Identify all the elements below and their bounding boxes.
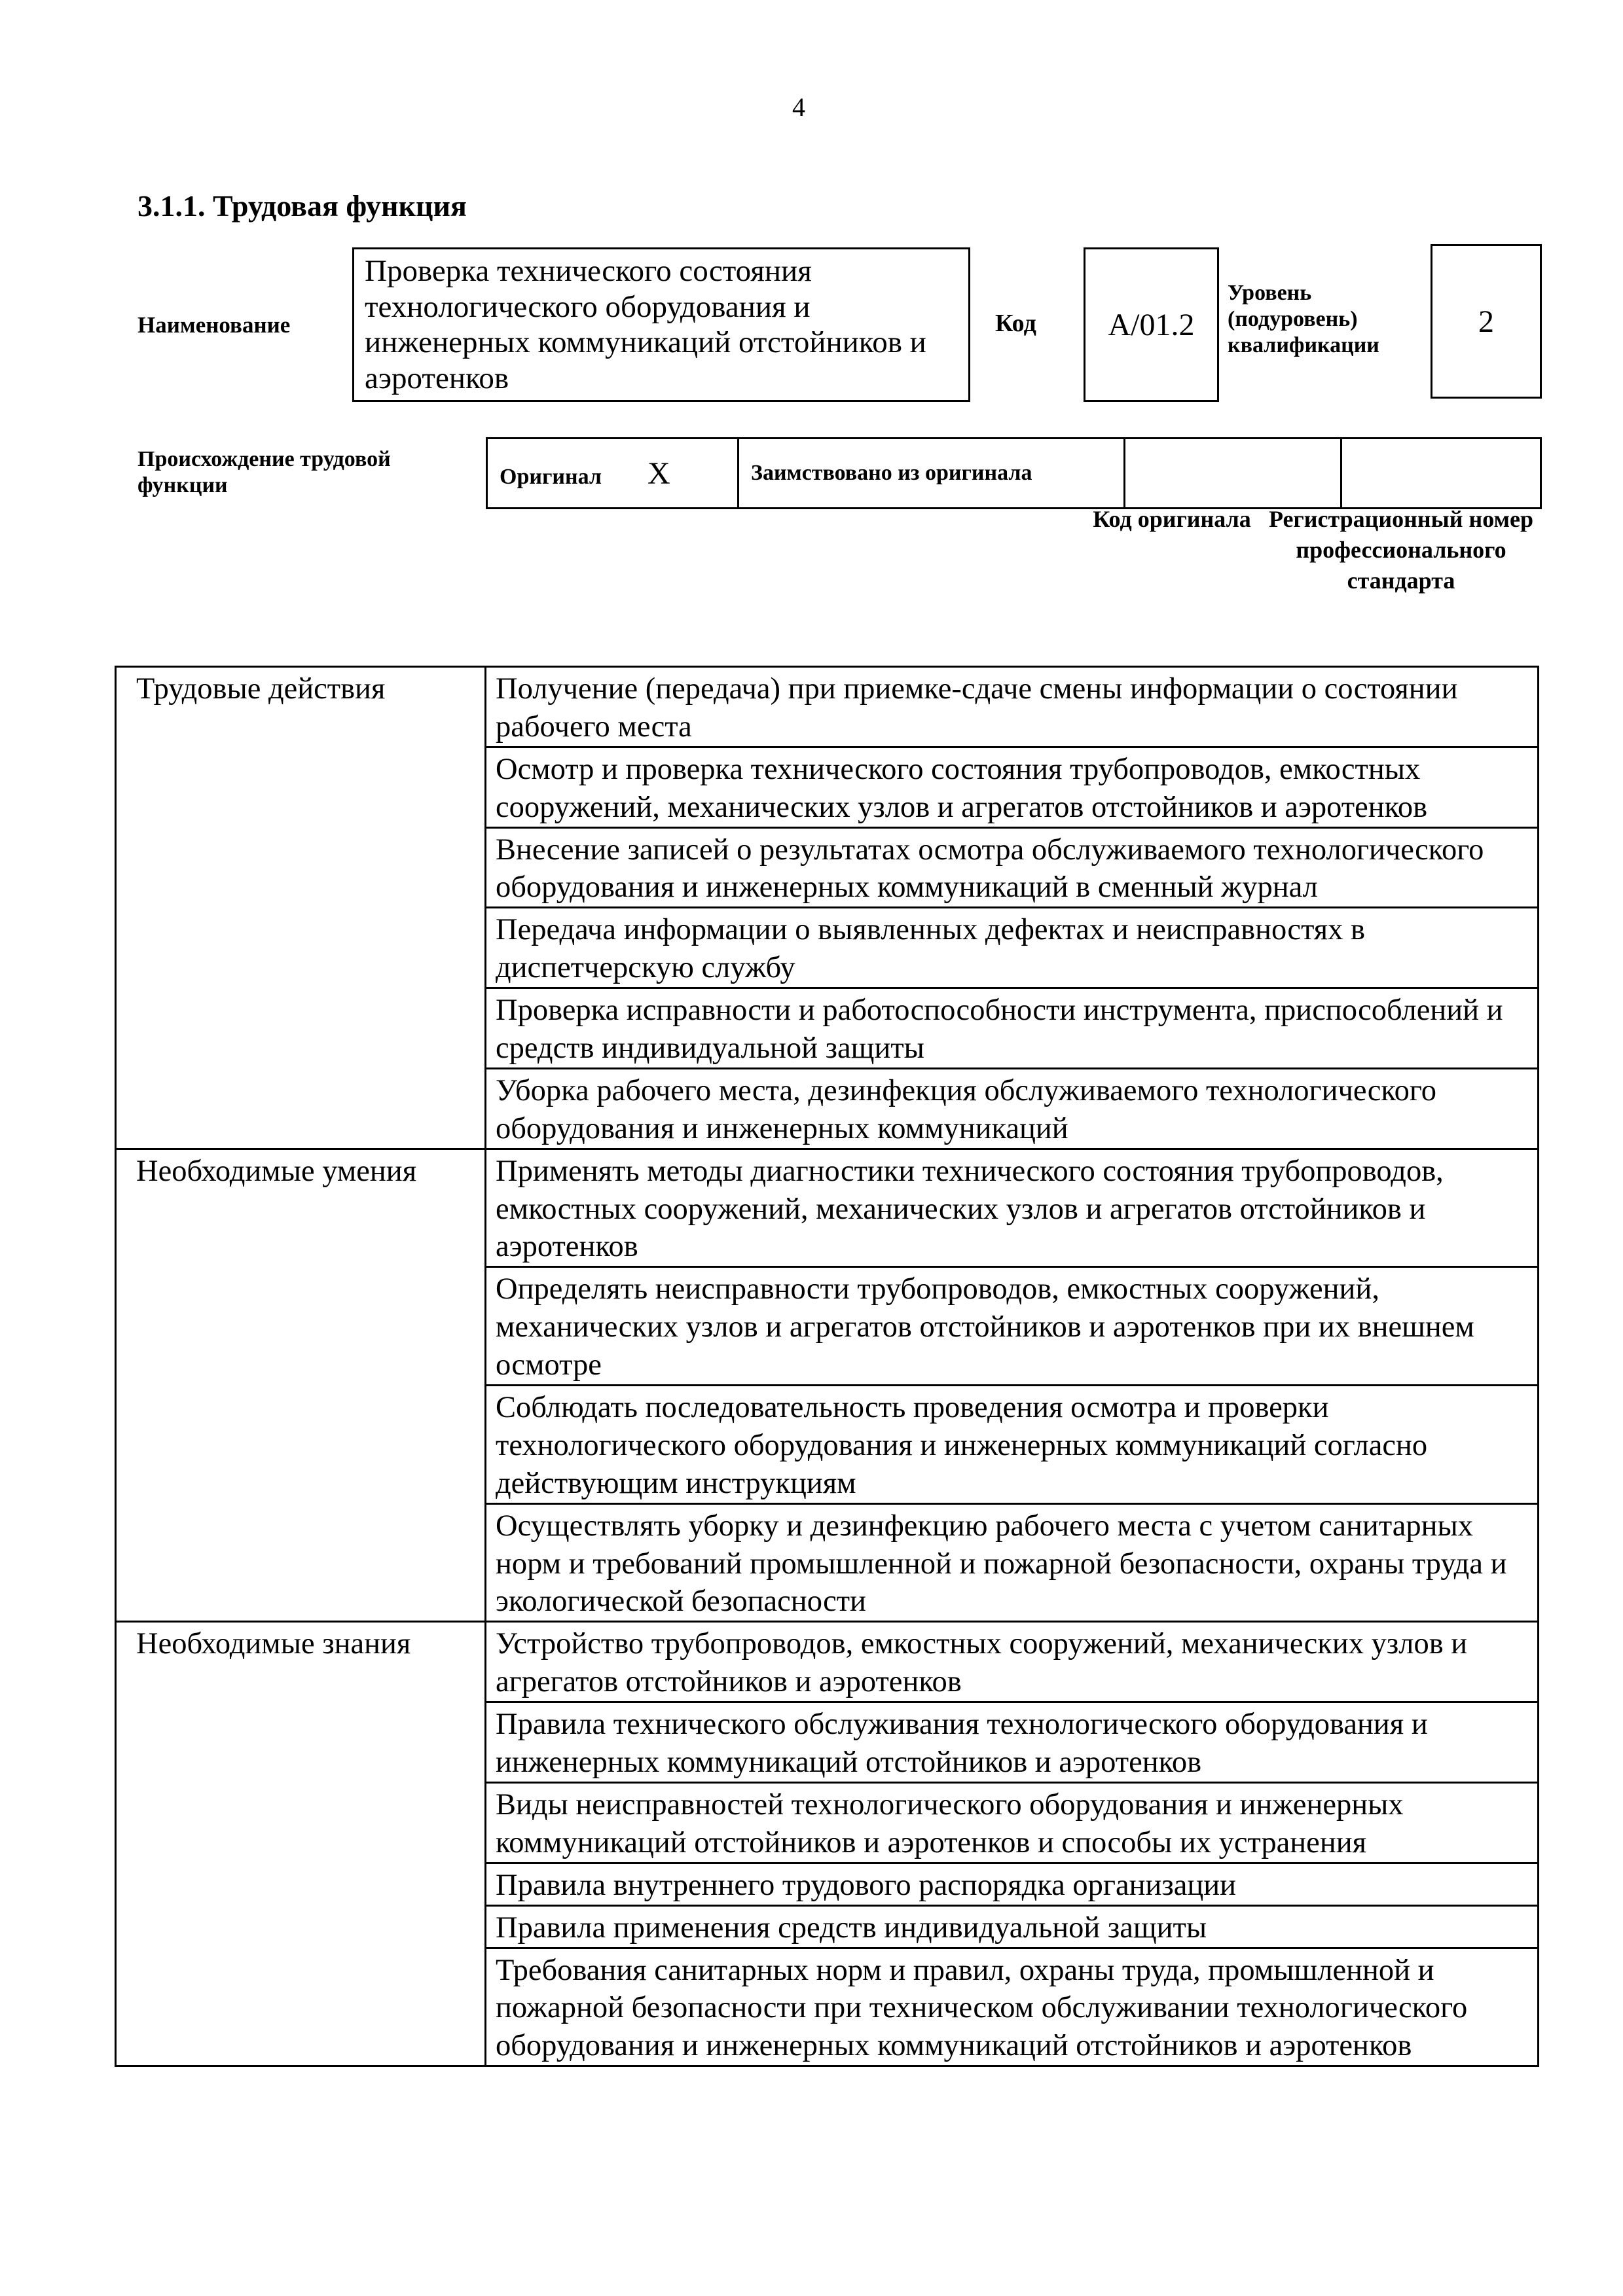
table-row <box>116 1622 1539 1702</box>
item-cell: Осмотр и проверка технического состояния трубопроводов, емкостных сооружений, механических узлов и агрегатов отстойников и аэротенков <box>486 747 1539 827</box>
name-label: Наименование <box>137 312 291 338</box>
original-cell <box>487 439 739 509</box>
reg-number-caption: Регистрационный номер профессионального стандарта <box>1268 506 1534 594</box>
level-value-box: 2 <box>1431 244 1542 399</box>
code-value-box: A/01.2 <box>1084 247 1219 402</box>
item-cell: Осуществлять уборку и дезинфекцию рабочего места с учетом санитарных норм и требований промышленной и пожарной безопасности, охраны труда и экологической безопасности <box>486 1503 1539 1622</box>
code-label: Код <box>995 310 1036 337</box>
item-cell: Проверка исправности и работоспособности инструмента, приспособлений и средств индивидуальной защиты <box>486 988 1539 1069</box>
code-original-caption: Код оригинала <box>1093 506 1251 532</box>
original-mark: X <box>647 456 670 491</box>
item-cell: Уборка рабочего места, дезинфекция обслуживаемого технологического оборудования и инженерных коммуникаций <box>486 1068 1539 1149</box>
item-cell: Передача информации о выявленных дефектах и неисправностях в диспетчерскую службу <box>486 908 1539 988</box>
item-cell: Соблюдать последовательность проведения осмотра и проверки технологического оборудования и инженерных коммуникаций согласно действующим инструкциям <box>486 1386 1539 1504</box>
function-name-box: Проверка технического состояния технологического оборудования и инженерных коммуникаций отстойников и аэротенков <box>352 247 970 402</box>
item-cell: Правила применения средств индивидуальной защиты <box>486 1905 1539 1948</box>
item-cell: Требования санитарных норм и правил, охраны труда, промышленной и пожарной безопасности при техническом обслуживании технологического оборудования и инженерных коммуникаций отстойников и аэротенков <box>486 1948 1539 2066</box>
item-cell: Правила внутреннего трудового распорядка организации <box>486 1863 1539 1905</box>
item-cell: Определять неисправности трубопроводов, емкостных сооружений, механических узлов и агрегатов отстойников и аэротенков при их внешнем осмотре <box>486 1267 1539 1386</box>
table-row <box>116 1149 1539 1267</box>
category-labor-actions: Трудовые действия <box>116 667 486 1149</box>
borrowed-cell: Заимствовано из оригинала <box>739 439 1125 509</box>
reg-number-cell <box>1341 439 1541 509</box>
item-cell: Виды неисправностей технологического оборудования и инженерных коммуникаций отстойников и аэротенков и способы их устранения <box>486 1782 1539 1863</box>
original-label: Оригинал <box>500 464 602 489</box>
origin-table <box>486 437 1542 509</box>
function-details-table <box>115 666 1539 2067</box>
item-cell: Устройство трубопроводов, емкостных сооружений, механических узлов и агрегатов отстойников и аэротенков <box>486 1622 1539 1702</box>
origin-label: Происхождение трудовой функции <box>137 447 391 498</box>
section-title: 3.1.1. Трудовая функция <box>137 189 467 223</box>
category-required-knowledge: Необходимые знания <box>116 1622 486 2066</box>
item-cell: Применять методы диагностики технического состояния трубопроводов, емкостных сооружений, механических узлов и агрегатов отстойников и аэротенков <box>486 1149 1539 1267</box>
table-row <box>116 667 1539 747</box>
level-label: Уровень (подуровень) квалификации <box>1228 281 1379 358</box>
original-code-cell <box>1125 439 1341 509</box>
category-required-skills: Необходимые умения <box>116 1149 486 1622</box>
page-number: 4 <box>792 92 805 122</box>
item-cell: Правила технического обслуживания технологического оборудования и инженерных коммуникаций отстойников и аэротенков <box>486 1702 1539 1783</box>
item-cell: Получение (передача) при приемке-сдаче смены информации о состоянии рабочего места <box>486 667 1539 747</box>
item-cell: Внесение записей о результатах осмотра обслуживаемого технологического оборудования и инженерных коммуникаций в сменный журнал <box>486 827 1539 908</box>
